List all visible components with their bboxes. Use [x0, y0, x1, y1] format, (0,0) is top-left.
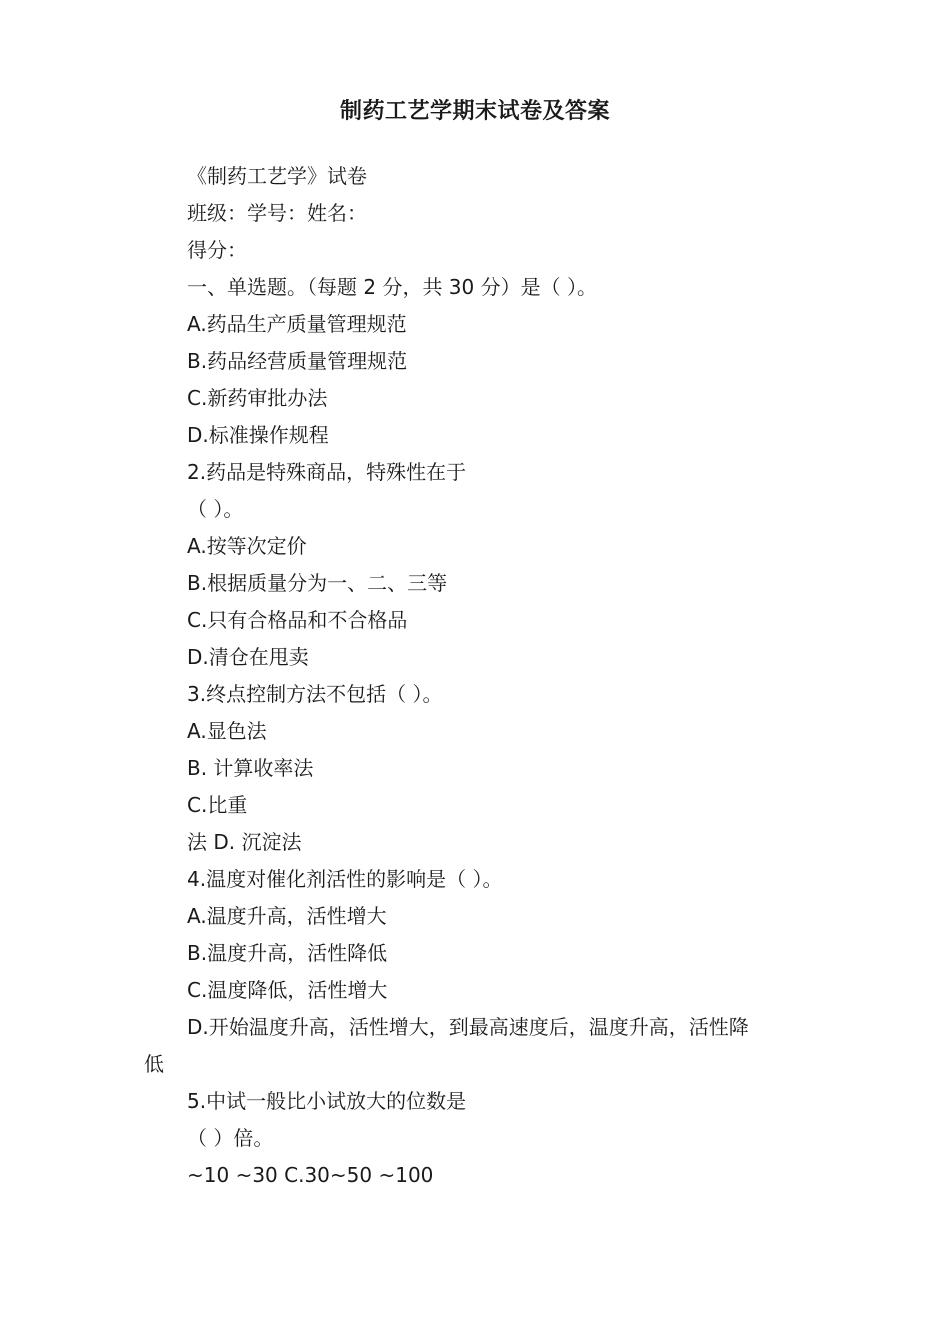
q4-option-b: B.温度升高，活性降低: [187, 941, 388, 965]
student-info-line: 班级：学号：姓名：: [187, 201, 367, 225]
q1-option-d: D.标准操作规程: [187, 423, 329, 447]
q2-stem: 2.药品是特殊商品，特殊性在于: [187, 460, 467, 484]
q1-option-b: B.药品经营质量管理规范: [187, 349, 408, 373]
q4-stem: 4.温度对催化剂活性的影响是（ ）。: [187, 867, 503, 891]
q3-option-d: 法 D. 沉淀法: [187, 830, 302, 854]
q3-option-b: B. 计算收率法: [187, 756, 314, 780]
section-heading: 一、单选题。（每题 2 分，共 30 分）是（ ）。: [187, 275, 597, 299]
q3-option-a: A.显色法: [187, 719, 267, 743]
q5-stem-cont: （ ）倍。: [187, 1126, 274, 1150]
q4-option-c: C.温度降低，活性增大: [187, 978, 388, 1002]
q2-option-d: D.清仓在甩卖: [187, 645, 309, 669]
exam-subtitle: 《制药工艺学》试卷: [187, 164, 367, 188]
q2-stem-cont: （ ）。: [187, 497, 244, 521]
exam-body: [144, 158, 804, 1194]
q3-stem: 3.终点控制方法不包括（ ）。: [187, 682, 443, 706]
q2-option-b: B.根据质量分为一、二、三等: [187, 571, 448, 595]
q2-option-c: C.只有合格品和不合格品: [187, 608, 408, 632]
q3-option-c: C.比重: [187, 793, 248, 817]
score-line: 得分：: [187, 238, 247, 262]
q4-option-a: A.温度升高，活性增大: [187, 904, 387, 928]
q4-option-d-cont: 低: [144, 1052, 164, 1076]
q1-option-a: A.药品生产质量管理规范: [187, 312, 407, 336]
q2-option-a: A.按等次定价: [187, 534, 307, 558]
document-title: 制药工艺学期末试卷及答案: [339, 99, 610, 124]
q4-option-d: D.开始温度升高，活性增大，到最高速度后，温度升高，活性降: [187, 1015, 749, 1039]
q5-stem: 5.中试一般比小试放大的位数是: [187, 1089, 467, 1113]
q1-option-c: C.新药审批办法: [187, 386, 328, 410]
q5-options: ~10 ~30 C.30~50 ~100: [187, 1163, 434, 1187]
